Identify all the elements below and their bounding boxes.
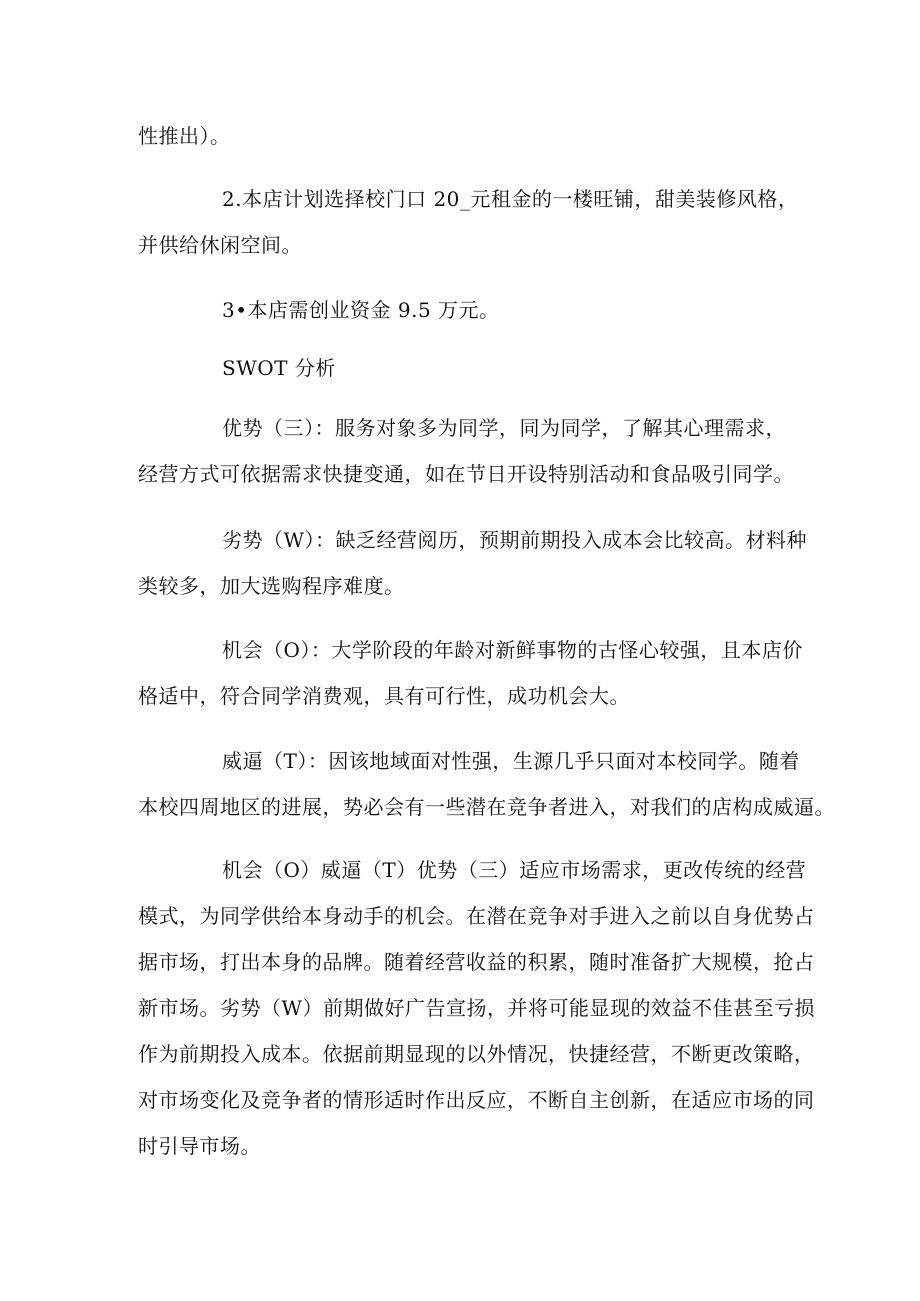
text-line: 并供给休闲空间。	[138, 233, 302, 257]
paragraph-threats	[138, 738, 835, 830]
text-line: 性推出）。	[138, 124, 231, 148]
text-line: 模式，为同学供给本身动手的机会。在潜在竞争对手进入之前以自身优势占	[138, 904, 815, 928]
section-heading-swot	[138, 345, 800, 391]
paragraph-strategy	[138, 847, 816, 1169]
paragraph-startup-capital	[138, 287, 800, 333]
paragraph-continuation	[138, 113, 800, 159]
text-line: 对市场变化及竞争者的情形适时作出反应，不断自主创新，在适应市场的同	[138, 1088, 815, 1112]
paragraph-opportunities	[138, 627, 803, 719]
text-line: 2.本店计划选择校门口 20_元租金的一楼旺铺，甜美装修风格，	[222, 187, 799, 211]
text-line: 格适中，符合同学消费观，具有可行性，成功机会大。	[138, 684, 630, 708]
text-line: 经营方式可依据需求快捷变通，如在节日开设特别活动和食品吸引同学。	[138, 462, 794, 486]
text-line: 时引导市场。	[138, 1134, 261, 1158]
text-line: 作为前期投入成本。依据前期显现的以外情况，快捷经营，不断更改策略，	[138, 1042, 815, 1066]
text-line: 威逼（T）：因该地域面对性强，生源几乎只面对本校同学。随着	[222, 749, 800, 773]
text-line: 优势（三）：服务对象多为同学，同为同学，了解其心理需求，	[222, 416, 786, 440]
text-line: 劣势（W）：缺乏经营阅历，预期前期投入成本会比较高。材料种	[222, 528, 808, 552]
paragraph-strengths	[138, 405, 800, 497]
text-line: 类较多，加大选购程序难度。	[138, 574, 405, 598]
paragraph-weaknesses	[138, 517, 808, 609]
text-line: 据市场，打出本身的品牌。随着经营收益的积累，随时准备扩大规模，抢占	[138, 950, 815, 974]
text-line: 本校四周地区的进展，势必会有一些潜在竞争者进入，对我们的店构成威逼。	[138, 795, 835, 819]
text-line: 3•本店需创业资金 9.5 万元。	[222, 298, 500, 322]
text-line: 机会（O）：大学阶段的年龄对新鲜事物的古怪心较强，且本店价	[222, 638, 803, 662]
text-line: 机会（O）威逼（T）优势（三）适应市场需求，更改传统的经营	[222, 858, 807, 882]
text-line: 新市场。劣势（W）前期做好广告宣扬，并将可能显现的效益不佳甚至亏损	[138, 996, 816, 1020]
text-line: SWOT 分析	[222, 356, 336, 380]
paragraph-store-location	[138, 176, 800, 268]
